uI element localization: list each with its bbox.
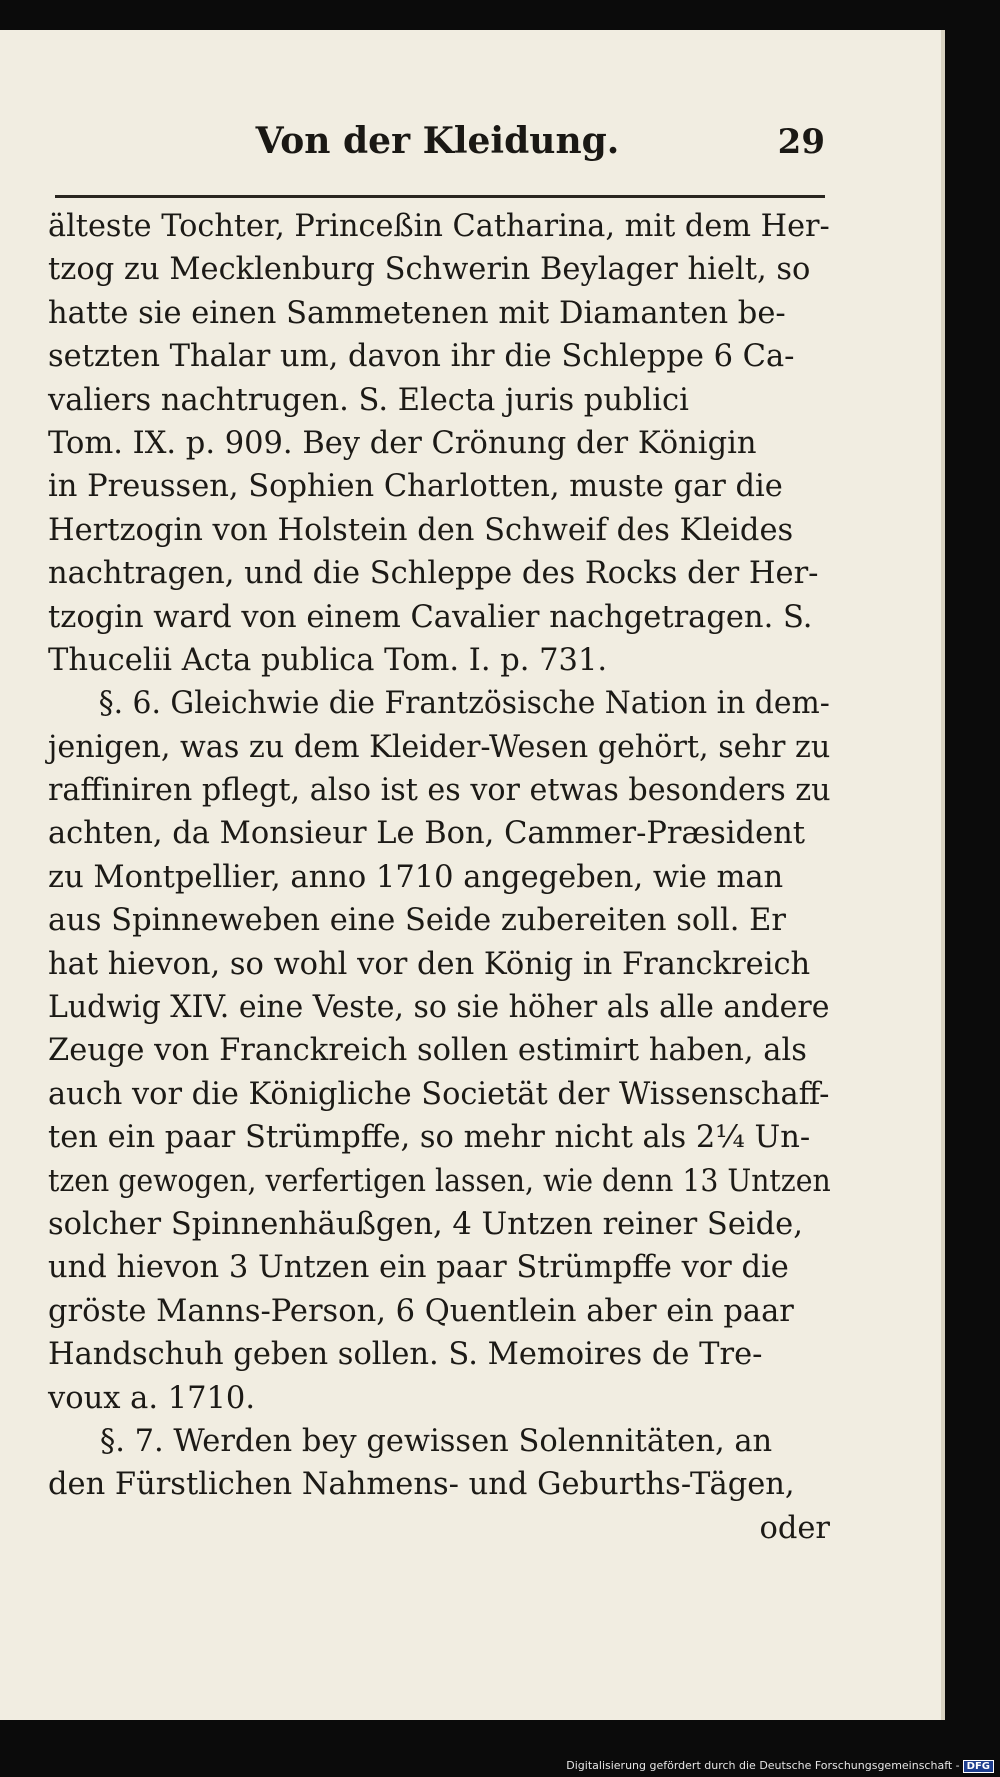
text-line-16: zu Montpellier, anno 1710 angegeben, wie man — [48, 859, 784, 895]
page-number: 29 — [777, 122, 825, 162]
catchword: oder — [759, 1510, 830, 1546]
text-line-13: jenigen, was zu dem Kleider-Wesen gehört, sehr zu — [48, 729, 831, 765]
text-line-6: Tom. IX. p. 909. Bey der Crönung der Königin — [48, 425, 757, 461]
text-line-8: Hertzogin von Holstein den Schweif des Kleides — [48, 512, 794, 548]
text-line-20: Zeuge von Franckreich sollen estimirt haben, als — [48, 1033, 807, 1069]
text-line-2: tzog zu Mecklenburg Schwerin Beylager hielt, so — [48, 252, 811, 288]
text-line-25: und hievon 3 Untzen ein paar Strümpffe vor die — [48, 1250, 789, 1286]
text-line-19: Ludwig XIV. eine Veste, so sie höher als alle andere — [48, 990, 830, 1026]
dfg-logo: DFG — [963, 1760, 994, 1773]
text-line-30: den Fürstlichen Nahmens- und Geburths-Tägen, — [48, 1467, 795, 1503]
text-line-9: nachtragen, und die Schleppe des Rocks der Her- — [48, 556, 819, 592]
text-line-4: setzten Thalar um, davon ihr die Schleppe 6 Ca- — [48, 339, 795, 375]
text-line-17: aus Spinneweben eine Seide zubereiten soll. Er — [48, 903, 786, 939]
text-line-28: voux a. 1710. — [48, 1380, 256, 1416]
text-line-3: hatte sie einen Sammetenen mit Diamanten be- — [48, 295, 786, 331]
paragraph-6-start: §. 6. Gleichwie die Frantzösische Nation in dem- — [98, 686, 830, 722]
text-line-5: valiers nachtrugen. S. Electa juris publici — [48, 382, 689, 418]
text-line-18: hat hievon, so wohl vor den König in Franckreich — [48, 946, 811, 982]
credit-text: Digitalisierung gefördert durch die Deutsche Forschungsgemeinschaft - — [566, 1759, 960, 1772]
book-page — [0, 30, 945, 1720]
header-rule — [55, 195, 825, 198]
text-line-27: Handschuh geben sollen. S. Memoires de Tre- — [48, 1337, 763, 1373]
text-line-24: solcher Spinnenhäußgen, 4 Untzen reiner Seide, — [48, 1206, 803, 1242]
text-line-1: älteste Tochter, Princeßin Catharina, mit dem Her- — [48, 209, 830, 244]
paragraph-7-start: §. 7. Werden bey gewissen Solennitäten, an — [100, 1423, 773, 1459]
text-line-11: Thucelii Acta publica Tom. I. p. 731. — [48, 642, 608, 678]
running-title: Von der Kleidung. — [255, 120, 620, 162]
digitization-credit — [566, 1759, 994, 1773]
text-line-21: auch vor die Königliche Societät der Wissenschaff- — [48, 1076, 830, 1112]
text-line-15: achten, da Monsieur Le Bon, Cammer-Præsident — [48, 816, 806, 852]
text-line-7: in Preussen, Sophien Charlotten, muste gar die — [48, 469, 783, 505]
text-line-10: tzogin ward von einem Cavalier nachgetragen. S. — [48, 599, 813, 635]
body-text — [48, 205, 830, 1550]
text-line-26: gröste Manns-Person, 6 Quentlein aber ein paar — [48, 1293, 794, 1329]
text-line-14: raffiniren pflegt, also ist es vor etwas besonders zu — [48, 773, 831, 809]
page-header — [50, 120, 825, 180]
text-line-23: tzen gewogen, verfertigen lassen, wie denn 13 Untzen — [48, 1163, 831, 1199]
text-line-22: ten ein paar Strümpffe, so mehr nicht als 2¼ Un- — [48, 1120, 811, 1156]
